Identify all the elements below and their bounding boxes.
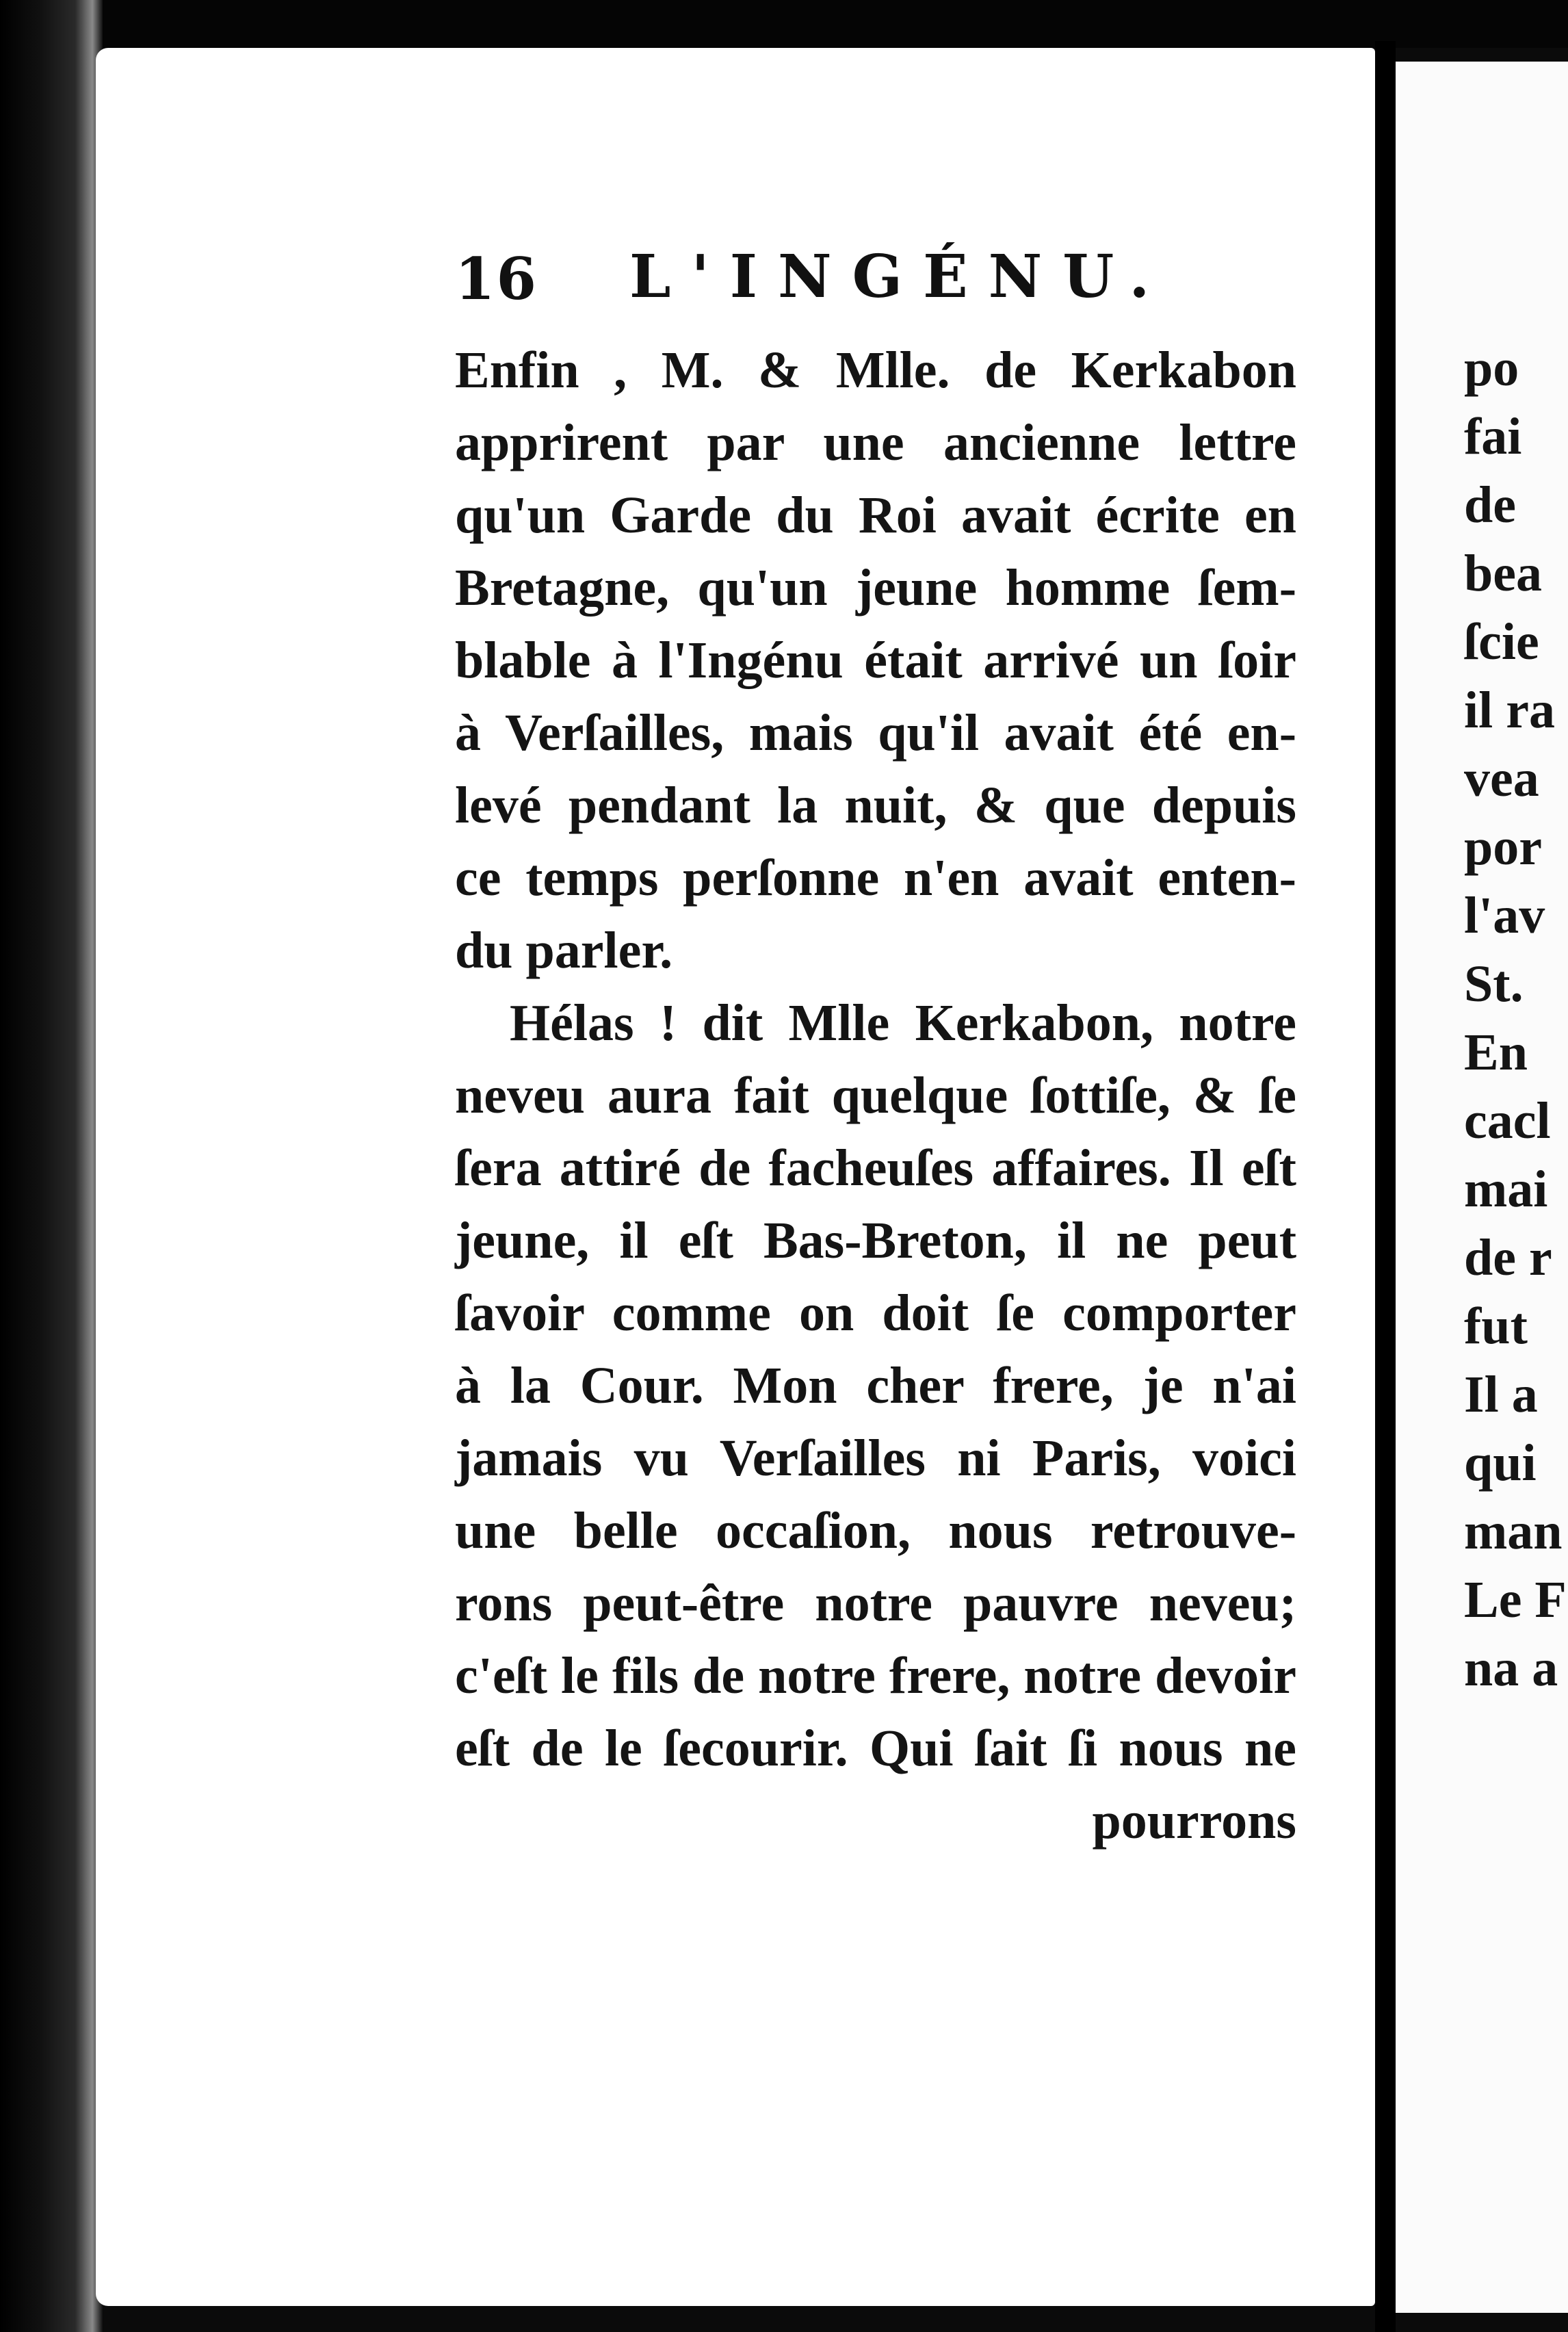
- text-line: à Verſailles, mais qu'il avait été en-: [455, 704, 1296, 762]
- facing-line: vea: [1464, 750, 1539, 807]
- facing-line: St.: [1464, 955, 1524, 1013]
- page-gutter: [1375, 41, 1396, 2332]
- text-line: ſavoir comme on doit ſe comporter: [455, 1284, 1296, 1342]
- page-number: 16: [455, 245, 538, 313]
- facing-line: l'av: [1464, 887, 1545, 944]
- text-line: blable à l'Ingénu était arrivé un ſoir: [455, 632, 1296, 689]
- page-header: [455, 238, 1296, 313]
- facing-line: En: [1464, 1024, 1528, 1081]
- facing-line: qui: [1464, 1434, 1537, 1492]
- facing-line: cacl: [1464, 1092, 1551, 1150]
- facing-line: mai: [1464, 1161, 1548, 1218]
- text-line: neveu aura fait quelque ſottiſe, & ſe: [455, 1067, 1296, 1124]
- text-line: du parler.: [455, 922, 673, 979]
- facing-line: man: [1464, 1503, 1563, 1560]
- text-line: une belle occaſion, nous retrouve-: [455, 1502, 1296, 1559]
- facing-line: fai: [1464, 408, 1522, 465]
- text-line: Hélas ! dit Mlle Kerkabon, notre: [510, 994, 1296, 1052]
- facing-page-text: [1464, 334, 1568, 1702]
- text-line: qu'un Garde du Roi avait écrite en: [455, 487, 1296, 544]
- facing-line: Le F: [1464, 1571, 1567, 1629]
- text-line: ce temps perſonne n'en avait enten-: [455, 849, 1296, 907]
- book-binding-edge: [0, 0, 103, 2332]
- text-line: apprirent par une ancienne lettre: [455, 414, 1296, 471]
- facing-line: il ra: [1464, 682, 1555, 739]
- facing-line: na a: [1464, 1640, 1558, 1697]
- text-line: levé pendant la nuit, & que depuis: [455, 777, 1296, 834]
- catchword: pourrons: [1092, 1792, 1296, 1850]
- scan-border: [0, 0, 1568, 48]
- running-title: L'INGÉNU.: [629, 242, 1171, 311]
- facing-line: de r: [1464, 1229, 1552, 1286]
- text-line: Enfin , M. & Mlle. de Kerkabon: [455, 341, 1296, 399]
- text-line: ſera attiré de facheuſes affaires. Il eſt: [455, 1139, 1296, 1197]
- facing-line: Il a: [1464, 1366, 1538, 1423]
- body-text: [455, 334, 1296, 1857]
- facing-line: de: [1464, 476, 1516, 534]
- text-line: eſt de le ſecourir. Qui ſait ſi nous ne: [455, 1720, 1296, 1777]
- facing-line: bea: [1464, 545, 1542, 602]
- facing-line: po: [1464, 339, 1519, 397]
- facing-line: ſcie: [1464, 613, 1539, 671]
- text-line: à la Cour. Mon cher frere, je n'ai: [455, 1357, 1296, 1414]
- text-line: rons peut-être notre pauvre neveu;: [455, 1575, 1296, 1632]
- facing-line: fut: [1464, 1297, 1528, 1355]
- facing-line: por: [1464, 818, 1542, 876]
- text-line: Bretagne, qu'un jeune homme ſem-: [455, 559, 1296, 617]
- text-line: jeune, il eſt Bas-Breton, il ne peut: [455, 1212, 1296, 1269]
- text-line: jamais vu Verſailles ni Paris, voici: [455, 1429, 1296, 1487]
- text-line: c'eſt le fils de notre frere, notre devoir: [455, 1647, 1296, 1705]
